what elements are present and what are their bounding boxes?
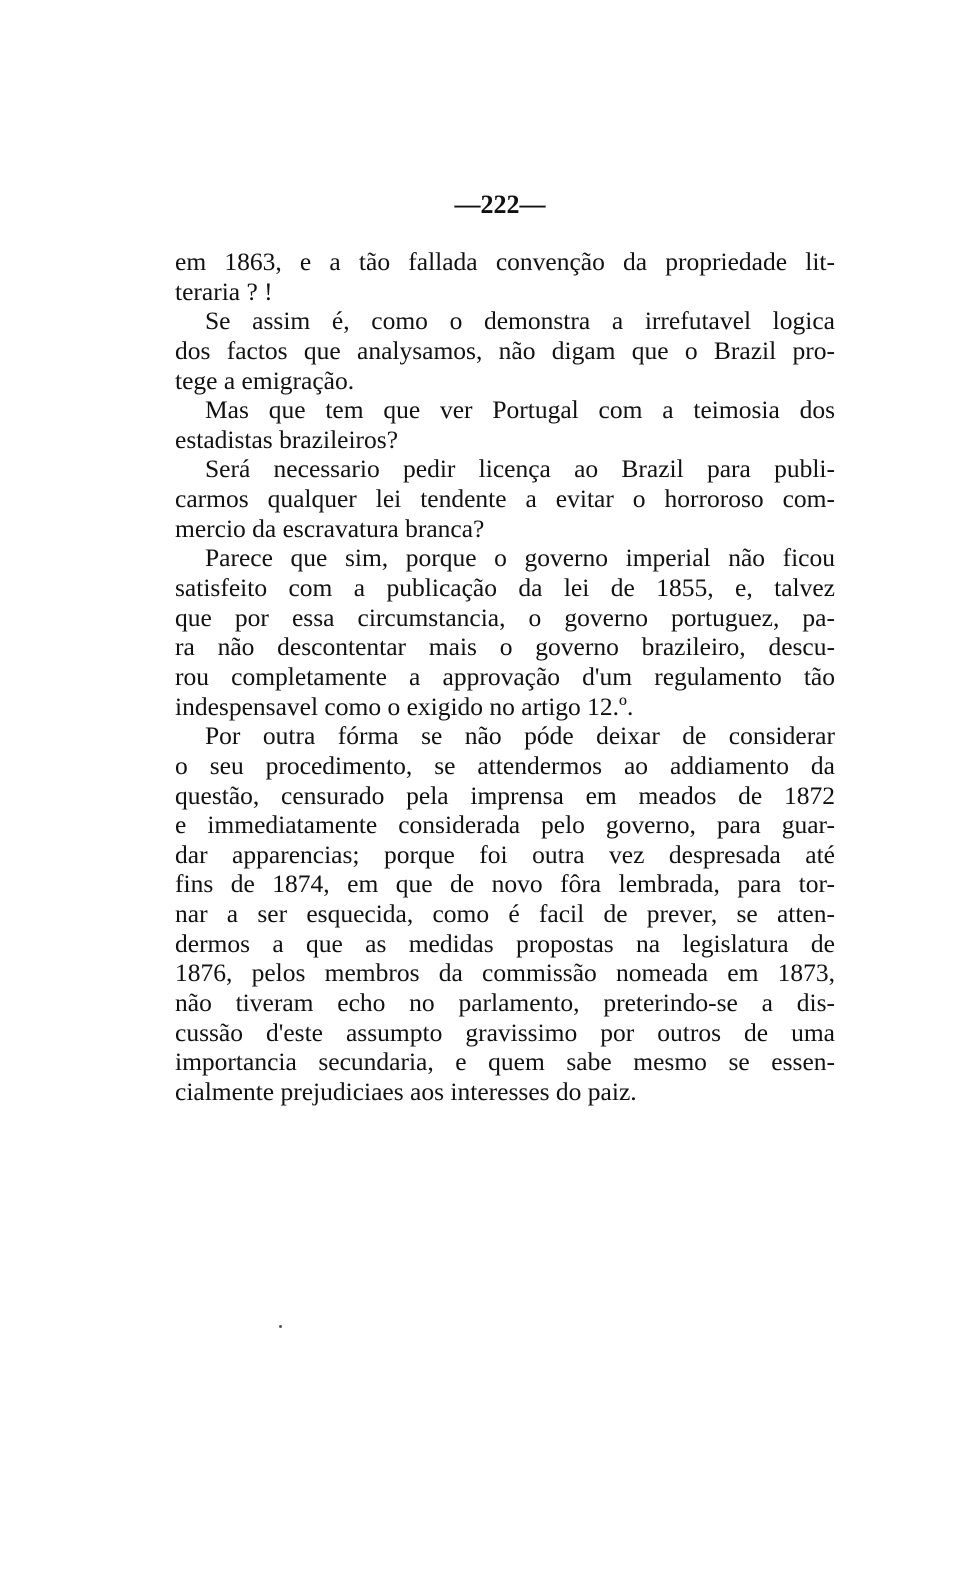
paragraph xyxy=(175,543,835,721)
text-line: 1876, pelos membros da commissão nomeada em 1873, xyxy=(175,958,835,988)
text-line: o seu procedimento, se attendermos ao addiamento da xyxy=(175,750,835,780)
text-line: tege a emigração. xyxy=(175,365,355,395)
text-line: teraria ? ! xyxy=(175,276,273,306)
text-line: Se assim é, como o demonstra a irrefutavel logica xyxy=(205,306,835,336)
text-line: fins de 1874, em que de novo fôra lembrada, para tor- xyxy=(175,869,835,899)
scan-speck xyxy=(279,1325,282,1328)
text-line: questão, censurado pela imprensa em meados de 1872 xyxy=(175,780,835,810)
text-line: dos factos que analysamos, não digam que o Brazil pro- xyxy=(175,335,835,365)
text-line: satisfeito com a publicação da lei de 1855, e, talvez xyxy=(175,573,835,603)
text-line: dermos a que as medidas propostas na legislatura de xyxy=(175,928,835,958)
paragraph xyxy=(175,721,835,1106)
text-line: cialmente prejudiciaes aos interesses do paiz. xyxy=(175,1076,637,1106)
text-line: estadistas brazileiros? xyxy=(175,424,399,454)
text-line: mercio da escravatura branca? xyxy=(175,513,485,543)
text-line: Será necessario pedir licença ao Brazil para publi- xyxy=(205,454,835,484)
text-line: nar a ser esquecida, como é facil de prever, se atten- xyxy=(175,899,835,929)
text-line: não tiveram echo no parlamento, preterindo-se a dis- xyxy=(175,988,835,1018)
text-line: Parece que sim, porque o governo imperial não ficou xyxy=(205,543,835,573)
text-line: rou completamente a approvação d'um regulamento tão xyxy=(175,661,835,691)
text-line: que por essa circumstancia, o governo portuguez, pa- xyxy=(175,602,835,632)
paragraph xyxy=(175,247,835,306)
paragraph xyxy=(175,306,835,395)
text-line: indespensavel como o exigido no artigo 12.º. xyxy=(175,691,634,721)
text-line: ra não descontentar mais o governo brazileiro, descu- xyxy=(175,632,835,662)
text-line: cussão d'este assumpto gravissimo por outros de uma xyxy=(175,1017,835,1047)
text-line: dar apparencias; porque foi outra vez despresada até xyxy=(175,839,835,869)
text-line: Mas que tem que ver Portugal com a teimosia dos xyxy=(205,395,835,425)
body-text xyxy=(175,247,835,1107)
page-number: —222— xyxy=(454,190,546,219)
text-line: e immediatamente considerada pelo governo, para guar- xyxy=(175,810,835,840)
text-line: carmos qualquer lei tendente a evitar o horroroso com- xyxy=(175,484,835,514)
paragraph xyxy=(175,395,835,454)
text-line: importancia secundaria, e quem sabe mesmo se essen- xyxy=(175,1047,835,1077)
paragraph xyxy=(175,454,835,543)
text-line: Por outra fórma se não póde deixar de considerar xyxy=(205,721,835,751)
text-line: em 1863, e a tão fallada convenção da propriedade lit- xyxy=(175,247,835,276)
